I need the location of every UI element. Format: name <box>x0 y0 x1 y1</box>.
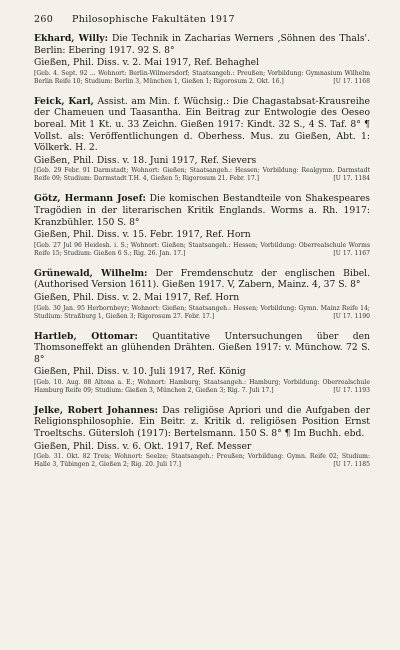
entry-title: Quantitative Untersuchungen über den Thomsoneffekt an glühenden Drähten. Gießen 1917: v. Münchow. 72 S. 8° <box>34 330 370 365</box>
running-head-title: Philosophische Fakultäten 1917 <box>72 14 235 25</box>
entry-signature: [U 17. 1184 <box>333 175 370 183</box>
entry <box>34 193 370 257</box>
entry-notes <box>34 242 370 258</box>
entry-signature: [U 17. 1168 <box>333 77 370 85</box>
entry <box>34 268 370 321</box>
entry-author: Götz, Hermann Josef: <box>34 193 146 205</box>
entry-title: Der Fremdenschutz der englischen Bibel. (Authorised Version 1611). Gießen 1917. V, Zabern, Mainz. 4, 37 S. 8° <box>34 267 370 291</box>
entry-notes <box>34 167 370 183</box>
entry-title: Assist. am Min. f. Wüchsig.: Die Chagastabsat-Krausreihe der Chameuen und Taasantha. Ein Beitrag zur Entwologie des Oeseo boreal. Mit 1 Kt. u. 33 Zeichn. Gießen 1917: Kindt. 32 S., 4 S. Taf. 8° ¶ Vollst. als: Veröffentlichungen d. Oberhess. Mus. zu Gießen, Abt. 1: Völkerk. H. 2. <box>34 95 370 154</box>
entry-signature: [U 17. 1167 <box>333 249 370 257</box>
entry-signature: [U 17. 1193 <box>333 386 370 394</box>
entry-notes <box>34 379 370 395</box>
entry-author: Jelke, Robert Johannes: <box>34 404 159 416</box>
entry <box>34 33 370 86</box>
entry-biography: [Geb. 4. Sept. 92 ... Wohnort: Berlin-Wilmersdorf; Staatsangeh.: Preußen; Vorbildung: Gymnasium Wilhelm Berlin Reife 10; Studium: Berlin 3, München 1, Gießen 1; Rigorosum 2. Okt. 16.] <box>34 69 370 85</box>
entry-title: Das religiöse Apriori und die Aufgaben der Religionsphilosophie. Ein Beitr. z. Kritik d. religiösen Position Ernst Troeltschs. Gütersloh (1917): Bertelsmann. 150 S. 8° ¶ Im Buchh. ebd. <box>34 404 371 440</box>
entry-dissertation: Gießen, Phil. Diss. v. 2. Mai 1917, Ref. Behaghel <box>34 57 260 69</box>
entry-notes <box>34 453 370 469</box>
entry-author: Feick, Karl, <box>34 95 94 107</box>
entry-signature: [U 17. 1185 <box>333 461 370 469</box>
entry <box>34 331 370 395</box>
entry <box>34 96 370 184</box>
entry-author: Ekhard, Willy: <box>34 33 109 44</box>
entry-dissertation: Gießen, Phil. Diss. v. 15. Febr. 1917, Ref. Horn <box>34 229 251 241</box>
entry-notes <box>34 70 370 86</box>
entry-biography: [Geb. 31. Okt. 82 Treis; Wohnort: Seelze; Staatsangeh.: Preußen; Vorbildung: Gymn. Reife 02; Studium: Halle 3, Tübingen 2, Gießen 2; Rig. 20. Juli 17.] <box>34 453 370 469</box>
entry-author: Hartleb, Ottomar: <box>34 330 138 342</box>
entry-dissertation: Gießen, Phil. Diss. v. 2. Mai 1917, Ref. Horn <box>34 291 240 303</box>
entry-biography: [Geb. 10. Aug. 88 Altona a. E.; Wohnort: Hamburg; Staatsangeh.: Hamburg; Vorbildung: Oberrealschule Hamburg Reife 09; Studium: Gießen 3, München 2, Gießen 3; Rig. 7. Juli 17.] <box>34 378 370 394</box>
entry-biography: [Geb. 29 Febr. 91 Darmstadt; Wohnort: Gießen; Staatsangeh.: Hessen; Vorbildung: Realgymn. Darmstadt Reife 09; Studium: Darmstadt T.H. 4, Gießen 5; Rigorosum 21. Febr. 17.] <box>34 167 370 183</box>
entry-dissertation: Gießen, Phil. Diss. v. 10. Juli 1917, Ref. König <box>34 366 246 378</box>
entry-biography: [Geb. 30 Jan. 95 Herbornbeyr; Wohnort: Gießen; Staatsangeh.: Hessen; Vorbildung: Gymn. Mainz Reife 14; Studium: Straßburg 1, Gießen 3; Rigorosum 27. Febr. 17.] <box>34 304 370 320</box>
entry <box>34 405 370 469</box>
entry-signature: [U 17. 1190 <box>333 312 370 320</box>
page-number: 260 <box>34 14 54 25</box>
entry-dissertation: Gießen, Phil. Diss. v. 18. Juni 1917, Ref. Sievers <box>34 154 257 166</box>
entry-notes <box>34 305 370 321</box>
entry-title: Die komischen Bestandteile von Shakespeares Tragödien in der literarischen Kritik Englands. Worms a. Rh. 1917: Kranzbühler. 150 S. 8° <box>34 193 370 228</box>
running-head <box>34 14 370 25</box>
entry-dissertation: Gießen, Phil. Diss. v. 6. Okt. 1917, Ref. Messer <box>34 440 252 452</box>
entry-title: Die Technik in Zacharias Werners ‚Söhnen des Thals'. Berlin: Ebering 1917. 92 S. 8° <box>34 33 371 56</box>
entry-author: Grünewald, Wilhelm: <box>34 267 148 279</box>
entry-biography: [Geb. 27 Jul 96 Heidesh. i. S.; Wohnort: Gießen; Staatsangeh.: Hessen; Vorbildung: Oberrealschule Worms Reife 15; Studium: Gießen 6 S.; Rig. 26. Jan. 17.] <box>34 241 370 257</box>
